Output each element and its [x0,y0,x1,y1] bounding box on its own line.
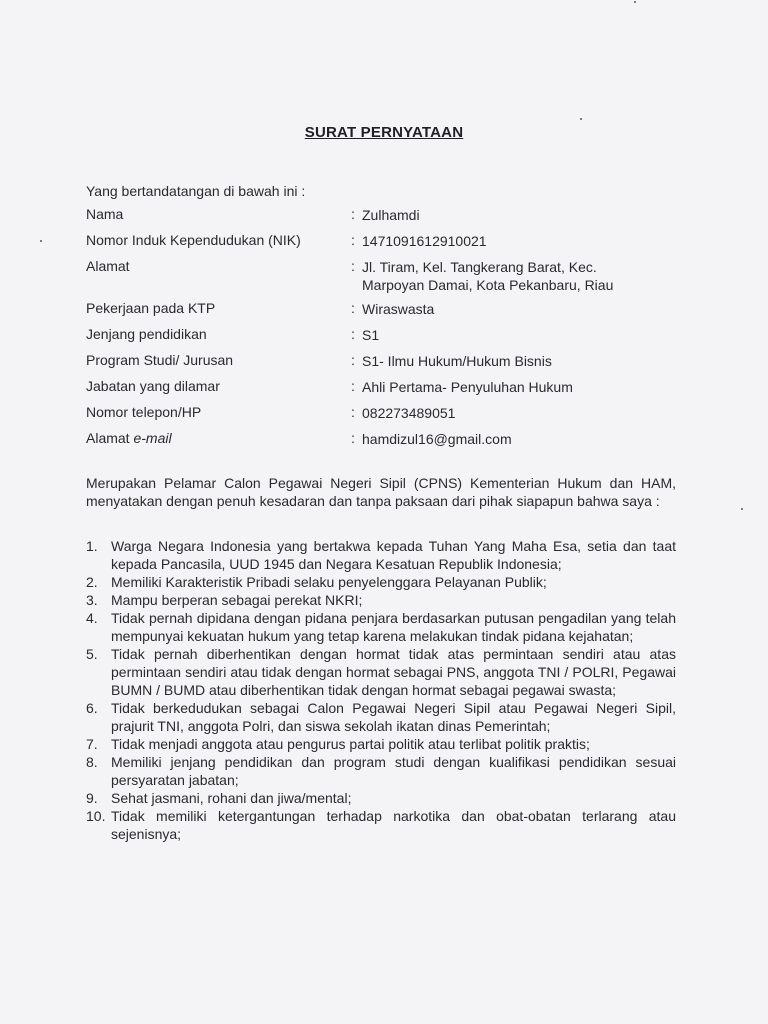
field-label [86,430,172,446]
field-value: S1 [362,327,380,343]
field-label: Nomor telepon/HP [86,404,202,420]
intro-text: Yang bertandatangan di bawah ini : [86,183,306,199]
field-alamat [86,258,686,300]
scan-speck [580,118,582,120]
field-colon: : [351,232,355,248]
field-value: hamdizul16@gmail.com [362,431,512,447]
list-item-number: 5. [86,646,98,662]
list-item-number: 4. [86,610,98,626]
field-colon: : [351,430,355,446]
field-label: Alamat [86,258,130,274]
list-item-text: Mampu berperan sebagai perekat NKRI; [111,592,363,608]
list-item-text: Memiliki jenjang pendidikan dan program studi dengan kualifikasi pendidikan sesuai persyaratan jabatan; [111,754,676,788]
list-item [86,807,676,843]
field-value: 082273489051 [362,405,456,421]
list-item [86,789,676,807]
list-item-number: 1. [86,538,98,554]
field-label: Pekerjaan pada KTP [86,300,216,316]
document-title: SURAT PERNYATAAN [304,124,464,141]
list-item [86,735,676,753]
scan-speck [741,508,743,510]
list-item [86,591,676,609]
list-item [86,537,676,573]
field-label: Program Studi/ Jurusan [86,352,234,368]
field-value: 1471091612910021 [362,233,487,249]
field-colon: : [351,326,355,342]
list-item-text: Tidak berkedudukan sebagai Calon Pegawai Negeri Sipil atau Pegawai Negeri Sipil, prajurit TNI, anggota Polri, dan siswa sekolah ikatan dinas Pemerintah; [111,700,676,734]
field-value: Wiraswasta [362,301,435,317]
field-label: Nomor Induk Kependudukan (NIK) [86,232,301,248]
identity-fields [86,206,686,456]
field-jenjang [86,326,686,352]
field-telepon [86,404,686,430]
list-item-number: 6. [86,700,98,716]
scan-speck [634,1,636,3]
list-item-text: Warga Negara Indonesia yang bertakwa kepada Tuhan Yang Maha Esa, setia dan taat kepada Pancasila, UUD 1945 dan Negara Kesatuan Republik Indonesia; [111,538,676,572]
statement-list [86,537,676,843]
list-item [86,753,676,789]
list-item-text: Sehat jasmani, rohani dan jiwa/mental; [111,790,352,806]
field-nama [86,206,686,232]
field-label: Jabatan yang dilamar [86,378,220,394]
list-item-number: 9. [86,790,98,806]
field-email [86,430,686,456]
field-label-prefix: Alamat [86,430,134,446]
list-item-text: Tidak menjadi anggota atau pengurus partai politik atau terlibat politik praktis; [111,736,590,752]
field-label: Jenjang pendidikan [86,326,207,342]
field-pekerjaan [86,300,686,326]
field-colon: : [351,206,355,222]
field-colon: : [351,300,355,316]
field-colon: : [351,378,355,394]
list-item [86,645,676,699]
list-item-text: Memiliki Karakteristik Pribadi selaku penyelenggara Pelayanan Publik; [111,574,547,590]
field-colon: : [351,404,355,420]
list-item [86,573,676,591]
scan-speck [40,240,42,242]
field-label: Nama [86,206,124,222]
list-item-text: Tidak pernah dipidana dengan pidana penjara berdasarkan putusan pengadilan yang telah mempunyai kekuatan hukum yang tetap karena melakukan tindak pidana kejahatan; [111,610,676,644]
field-label-emphasis: e-mail [133,430,172,446]
list-item-text: Tidak memiliki ketergantungan terhadap narkotika dan obat-obatan terlarang atau sejenisnya; [111,808,676,842]
field-program-studi [86,352,686,378]
list-item-number: 2. [86,574,98,590]
field-jabatan [86,378,686,404]
field-value: S1- Ilmu Hukum/Hukum Bisnis [362,353,552,369]
list-item-text: Tidak pernah diberhentikan dengan hormat tidak atas permintaan sendiri atau atas permintaan sendiri atau tidak dengan hormat sebagai PNS, anggota TNI / POLRI, Pegawai BUMN / BUMD atau diberhentikan tidak dengan hormat sebagai pegawai swasta; [111,646,676,698]
field-colon: : [351,258,355,274]
field-value: Zulhamdi [362,207,420,223]
field-value: Jl. Tiram, Kel. Tangkerang Barat, Kec. Marpoyan Damai, Kota Pekanbaru, Riau [362,259,614,293]
list-item [86,699,676,735]
list-item-number: 3. [86,592,98,608]
list-item [86,609,676,645]
statement-paragraph: Merupakan Pelamar Calon Pegawai Negeri Sipil (CPNS) Kementerian Hukum dan HAM, menyatakan dengan penuh kesadaran dan tanpa paksaan dari pihak siapapun bahwa saya : [86,475,676,509]
list-item-number: 8. [86,754,98,770]
field-value: Ahli Pertama- Penyuluhan Hukum [362,379,573,395]
list-item-number: 7. [86,736,98,752]
list-item-number: 10. [86,808,106,824]
field-colon: : [351,352,355,368]
field-nik [86,232,686,258]
